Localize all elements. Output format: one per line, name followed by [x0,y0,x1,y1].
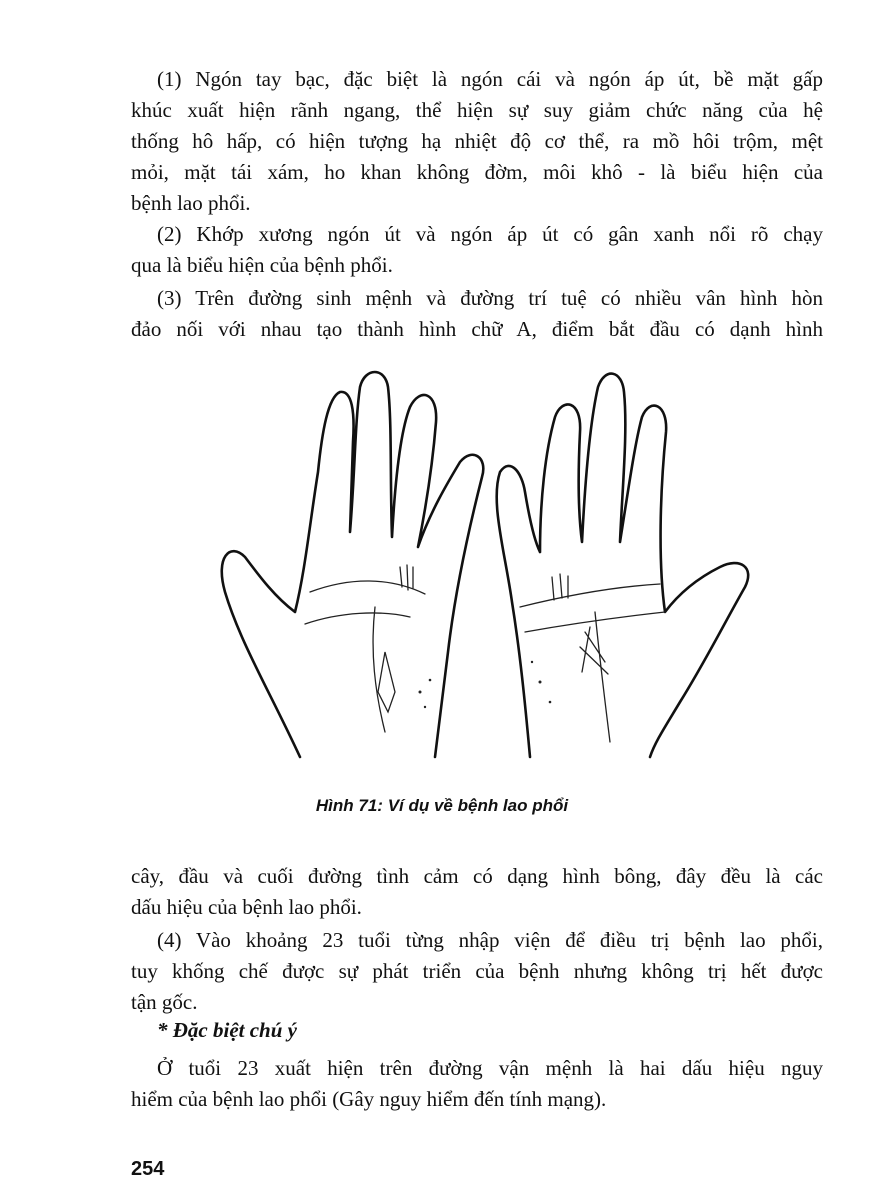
text-line: hiểm của bệnh lao phổi (Gây nguy hiểm đến tính mạng). [131,1087,607,1111]
paragraph-2 [131,219,823,281]
text-line: (2) Khớp xương ngón út và ngón áp út có gân xanh nổi rõ chạy [157,222,823,246]
text-line: bệnh lao phổi. [131,191,251,215]
text-line: (3) Trên đường sinh mệnh và đường trí tuệ có nhiều vân hình hòn [157,286,823,310]
text-line: cây, đầu và cuối đường tình cảm có dạng hình bông, đây đều là các [131,864,823,888]
paragraph-3 [131,283,823,345]
right-hand-drawing [497,374,749,757]
text-line: qua là biểu hiện của bệnh phổi. [131,253,393,277]
text-line: dấu hiệu của bệnh lao phổi. [131,895,362,919]
palm-illustration [210,362,770,777]
paragraph-4 [131,925,823,1018]
text-line: (1) Ngón tay bạc, đặc biệt là ngón cái và ngón áp út, bề mặt gấp [157,67,823,91]
text-line: tuy khống chế được sự phát triển của bệnh nhưng không trị hết được [131,959,823,983]
text-line: thống hô hấp, có hiện tượng hạ nhiệt độ cơ thể, ra mồ hôi trộm, mệt [131,129,823,153]
paragraph-5 [131,1053,823,1115]
text-line: Ở tuổi 23 xuất hiện trên đường vận mệnh là hai dấu hiệu nguy [157,1056,823,1080]
text-line: khúc xuất hiện rãnh ngang, thể hiện sự suy giảm chức năng của hệ [131,98,823,122]
page-number: 254 [131,1158,165,1180]
text-line: mỏi, mặt tái xám, ho khan không đờm, môi khô - là biểu hiện của [131,160,823,184]
text-line: (4) Vào khoảng 23 tuổi từng nhập viện để điều trị bệnh lao phổi, [157,928,823,952]
text-line: tận gốc. [131,990,198,1014]
section-heading: * Đặc biệt chú ý [157,1018,297,1042]
text-line: đảo nối với nhau tạo thành hình chữ A, điểm bắt đầu có dạnh hình [131,317,823,341]
paragraph-1 [131,64,823,219]
paragraph-3-continued [131,861,823,923]
figure-caption: Hình 71: Ví dụ về bệnh lao phổi [315,796,569,815]
left-hand-drawing [222,372,484,757]
